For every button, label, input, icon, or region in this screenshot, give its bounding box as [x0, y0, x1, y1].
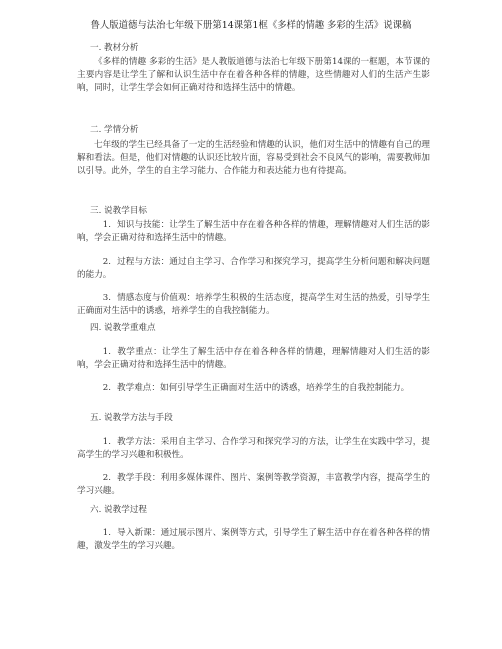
list-item — [77, 219, 430, 245]
list-item-text: 教学手段：利用多媒体课件、图片、案例等教学资源，丰富教学内容，提高学生的学习兴趣。 — [77, 473, 430, 497]
list-item — [77, 256, 430, 282]
list-item-text: 导入新课：通过展示图片、案例等方式，引导学生了解生活中存在着各种各样的情趣，激发学生的学习兴趣。 — [77, 528, 430, 552]
list-item-text: 教学难点：如何引导学生正确面对生活中的诱惑，培养学生的自我控制能力。 — [117, 383, 410, 393]
list-item-number: 2. — [102, 383, 111, 393]
document-title: 鲁人版道德与法治七年级下册第14课第1框《多样的情趣 多彩的生活》说课稿 — [90, 20, 412, 31]
list-item — [77, 472, 430, 498]
list-item-number: 2. — [102, 257, 111, 267]
section-heading-key-difficult-points: 四. 说教学重难点 — [90, 323, 156, 333]
list-item-text: 情感态度与价值观：培养学生积极的生活态度，提高学生对生活的热爱，引导学生正确面对生活中的诱惑，培养学生的自我控制能力。 — [77, 293, 430, 317]
list-item-number: 3. — [102, 293, 111, 303]
section-heading-methods-and-means: 五. 说教学方法与手段 — [90, 413, 173, 423]
list-item-text: 教学重点：让学生了解生活中存在着各种各样的情趣，理解情趣对人们生活的影响，学会正确对待和选择生活中的情趣。 — [77, 347, 430, 371]
section-heading-teaching-material: 一. 教材分析 — [90, 43, 139, 53]
list-item-text: 过程与方法：通过自主学习、合作学习和探究学习，提高学生分析问题和解决问题的能力。 — [77, 257, 430, 281]
list-item — [77, 436, 430, 462]
list-item-number: 1. — [102, 437, 111, 447]
list-item-text: 知识与技能：让学生了解生活中存在着各种各样的情趣，理解情趣对人们生活的影响，学会正确对待和选择生活中的情趣。 — [77, 220, 430, 244]
section-paragraph-student-analysis: 七年级的学生已经具备了一定的生活经验和情趣的认识，他们对生活中的情趣有自己的理解和看法。但是，他们对情趣的认识还比较片面，容易受到社会不良风气的影响，需要教师加以引导。此外，学生的自主学习能力、合作能力和表达能力也有待提高。 — [77, 140, 430, 177]
section-heading-teaching-objectives: 三. 说教学目标 — [90, 206, 148, 216]
section-paragraph-teaching-material: 《多样的情趣 多彩的生活》是人教版道德与法治七年级下册第14课的一框题，本节课的主要内容是让学生了解和认识生活中存在着各种各样的情趣，这些情趣对人们的生活产生影响，同时，让学生学会如何正确对待和选择生活中的情趣。 — [77, 57, 430, 94]
list-item-number: 2. — [102, 473, 111, 483]
list-item — [77, 346, 430, 372]
list-item-number: 1. — [102, 347, 111, 357]
list-item — [77, 527, 430, 553]
section-heading-teaching-process: 六. 说教学过程 — [90, 505, 148, 515]
list-item — [77, 382, 430, 395]
section-heading-student-analysis: 二. 学情分析 — [90, 125, 139, 135]
list-item-number: 1. — [102, 220, 111, 230]
list-item — [77, 292, 430, 318]
list-item-number: 1. — [102, 528, 111, 538]
list-item-text: 教学方法：采用自主学习、合作学习和探究学习的方法，让学生在实践中学习，提高学生的学习兴趣和积极性。 — [77, 437, 430, 461]
